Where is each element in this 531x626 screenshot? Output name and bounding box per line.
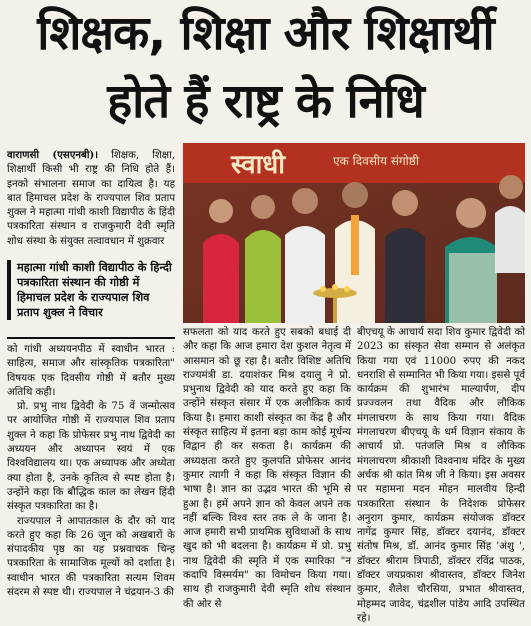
intro-text: शिक्षक, शिक्षा, शिक्षार्थी किसी भी राष्ट्र की निधि होते हैं। इनको संभालना समाज का दायित्व है। यह बात हिमाचल प्रदेश के राज्यपाल शिव प्रताप शुक्ल ने महात्मा गांधी काशी विद्यापीठ के हिंदी पत्रकारिता संस्थान व राजकुमारी देवी स्मृति शोध संस्था के संयुक्त तत्वावधान में शुक्रवार [7, 150, 175, 247]
column-3-paragraph: बीएचयू के आचार्य सदा शिव कुमार द्विवेदी को 2023 का संस्कृत सेवा सम्मान से अलंकृत किया गया एवं 11000 रुपए की नकद धनराशि से सम्मानित भी किया गया। इससे पूर्व कार्यक्रम की शुभारंभ माल्यार्पण, दीप प्रज्ज्वलन तथा वैदिक और लौकिक मंगलाचरण के साथ किया गया। वैदिक मंगलाचरण बीएचयू के धर्म विज्ञान संकाय के आचार्य प्रो. पतंजलि मिश्र व लौकिक मंगलाचरण श्रीकाशी विश्वनाथ मंदिर के मुख्य अर्चक श्री कांत मिश्र जी ने किया। इस अवसर पर महामना मदन मोहन मालवीय हिन्दी पत्रकारिता संस्थान के निदेशक प्रोफेसर अनुराग कुमार, कार्यक्रम संयोजक डॉक्टर नागेंद्र कुमार सिंह, डॉक्टर दयानंद, डॉक्टर संतोष मिश्र, डॉ. आनंद कुमार सिंह 'अंशु ', डॉक्टर श्रीराम त्रिपाठी, डॉक्टर रविंद्र पाठक, डॉक्टर जयप्रकाश श्रीवास्तव, डॉक्टर जिनेश कुमार, शैलेश चौरसिया, प्रभात श्रीवास्तव, मोहम्मद जावेद, चंद्रशील पांडेय आदि उपस्थित रहे। [357, 327, 525, 624]
article-column-1 [7, 343, 175, 615]
column-1-paragraph: प्रो. प्रभु नाथ द्विवेदी के 75 वें जन्मोत्सव पर आयोजित गोष्ठी में राज्यपाल शिव प्रताप शुक्ल ने कहा कि प्रोफेसर प्रभु नाथ द्विवेदी का अध्ययन और अध्यापन स्वयं में एक विश्वविद्यालय था। एक अध्यापक और अध्येता क्या होता है, उनके कृतित्व से स्पष्ट होता है। उन्होंने कहा कि बौद्धिक काल का लेखन हिंदी संस्कृत पत्रकारिता का है। [7, 401, 175, 513]
column-2-paragraph: सफलता को याद करते हुए सबको बधाई दी और कहा कि आज हमारा देश कुशल नेतृत्व में आसमान को छू रहा है। बतौर विशिष्ट अतिथि राज्यमंत्री डा. दयाशंकर मिश्र दयालु ने प्रो. प्रभुनाथ द्विवेदी को याद करते हुए कहा कि उन्होंने संस्कृत संसार में एक अलौकिक कार्य किया है। हमारा काशी संस्कृत का केंद्र है और संस्कृत साहित्य में इतना बड़ा काम कोई मूर्धन्य विद्वान ही कर सकता है। कार्यक्रम की अध्यक्षता करते हुए कुलपति प्रोफेसर आनंद कुमार त्यागी ने कहा कि संस्कृत विज्ञान की भाषा है। ज्ञान का उद्भव भारत की भूमि से हुआ है। हमें अपने ज्ञान को केवल अपने तक नहीं बल्कि विश्व स्तर तक ले के जाना है। आज हमारी सभी प्राथमिक सुविधाओं के साथ खुद को भी बदलना है। कार्यक्रम में प्रो. प्रभु नाथ द्विवेदी की स्मृति में एक स्मारिका "न कदापि विस्मर्यम" का विमोचन किया गया। साथ ही राजकुमारी देवी स्मृति शोध संस्थान की ओर से [183, 327, 351, 610]
headline-line-1: शिक्षक, शिक्षा और शिक्षार्थी [37, 6, 494, 61]
article-column-3 [357, 326, 525, 624]
banner-text: स्वाधी [231, 150, 286, 180]
event-photo-illustration [183, 143, 525, 323]
dateline: वाराणसी (एसएनबी)। [7, 149, 99, 161]
event-photo [183, 143, 525, 323]
column-1-paragraph: को गांधी अध्ययनपीठ में स्वाधीन भारत : साहित्य, समाज और सांस्कृतिक पत्रकारिता" विषयक एक दिवसीय गोष्ठी में बतौर मुख्य अतिथि कही। [7, 344, 175, 398]
intro-paragraph [7, 148, 175, 256]
deck-rule [7, 337, 175, 339]
banner-subtext: एक दिवसीय संगोष्ठी [333, 154, 419, 168]
headline-line-2: होते हैं राष्ट्र के निधि [107, 74, 424, 129]
column-1-paragraph: राज्यपाल ने आपातकाल के दौर को याद करते हुए कहा कि 26 जून को अखबारों के संपादकीय पृष्ठ का यह प्रश्नवाचक चिन्ह पत्रकारिता के सामाजिक मूल्यों को दर्शाता है। स्वाधीन भारत की पत्रकारिता सत्यम शिवम संदरम से स्पष्ट थी। राज्यपाल ने चंद्रयान-3 की [7, 515, 175, 599]
article-column-2 [183, 326, 351, 616]
person-7 [495, 175, 525, 273]
deck-summary: महात्मा गांधी काशी विद्यापीठ के हिन्दी पत्रकारिता संस्थान की गोष्ठी में हिमाचल प्रदेश के राज्यपाल शिव प्रताप शुक्ल ने विचार [7, 260, 175, 320]
